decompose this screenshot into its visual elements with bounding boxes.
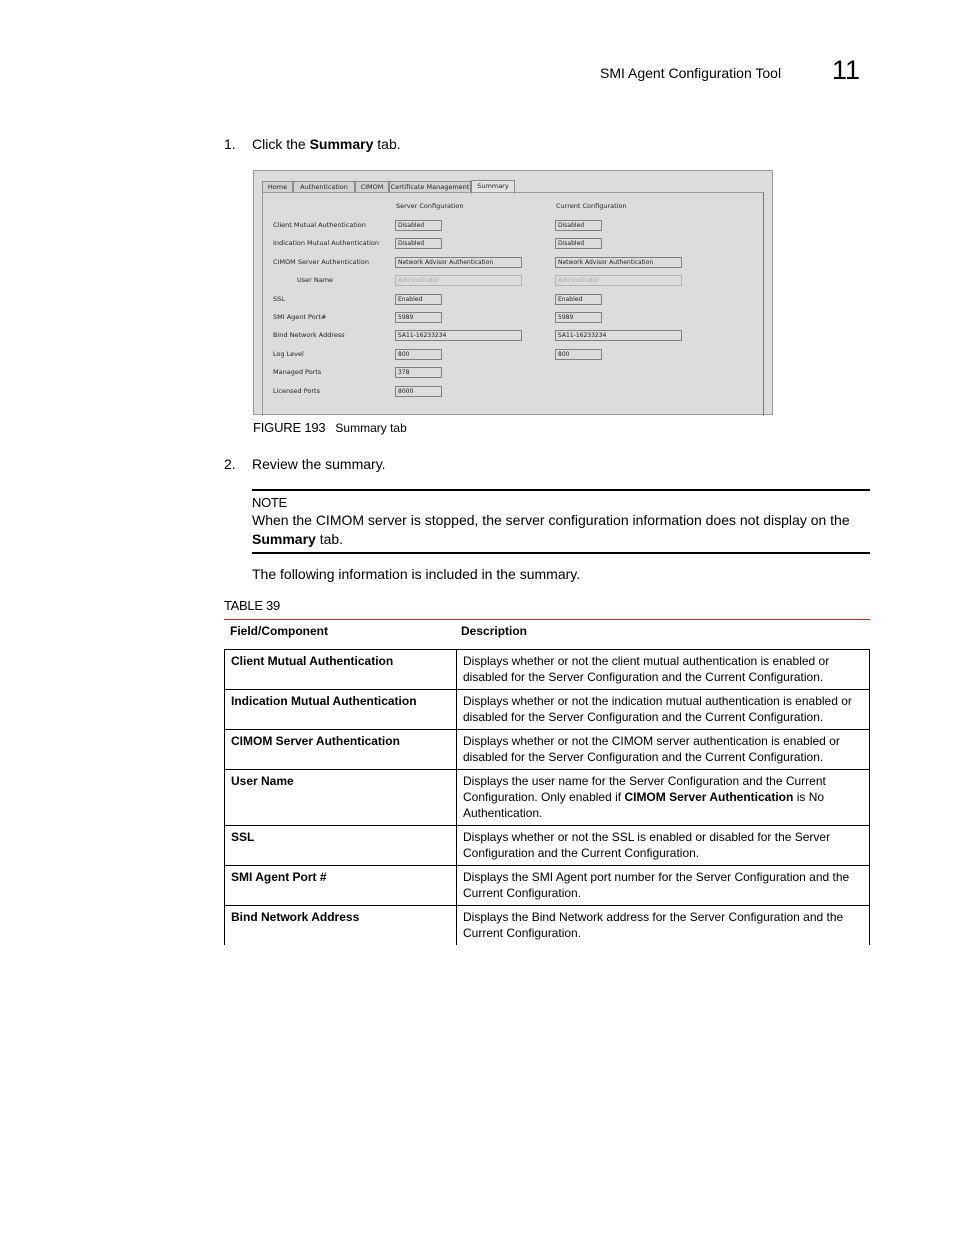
summary-tab-screenshot [253, 170, 773, 415]
table-row [225, 906, 870, 946]
description-cell: Displays whether or not the SSL is enabled or disabled for the Server Configuration and the Current Configuration. [457, 826, 870, 866]
field-cell: Client Mutual Authentication [225, 650, 457, 690]
tab-certificate-management[interactable]: Certificate Management [390, 183, 470, 191]
current-value-field: Administrator [555, 275, 682, 286]
field-cell: User Name [225, 770, 457, 826]
current-value-field: SA11-16233234 [555, 330, 682, 341]
summary-row-label: Indication Mutual Authentication [273, 239, 380, 248]
step-text: Review the summary. [252, 456, 386, 472]
tab-summary[interactable]: Summary [471, 180, 515, 194]
field-cell: CIMOM Server Authentication [225, 730, 457, 770]
description-cell: Displays the Bind Network address for the Server Configuration and the Current Configuration. [457, 906, 870, 946]
field-cell: Bind Network Address [225, 906, 457, 946]
summary-row-label: User Name [297, 276, 334, 285]
table-row [225, 650, 870, 690]
description-cell: Displays whether or not the client mutual authentication is enabled or disabled for the Server Configuration and the Current Configuration. [457, 650, 870, 690]
tab-authentication[interactable]: Authentication [293, 181, 355, 193]
tab-cimom[interactable]: CIMOM [355, 181, 389, 193]
table-caption-rule [224, 619, 870, 620]
table-row [225, 730, 870, 770]
current-value-field: Disabled [555, 220, 602, 231]
description-cell: Displays whether or not the indication mutual authentication is enabled or disabled for the Server Configuration and the Current Configuration. [457, 690, 870, 730]
server-value-field: Administrator [395, 275, 522, 286]
summary-panel [262, 192, 764, 416]
figure-caption [253, 420, 407, 435]
field-cell: SSL [225, 826, 457, 866]
server-value-field: Disabled [395, 220, 442, 231]
table-row [225, 866, 870, 906]
summary-row-label: CIMOM Server Authentication [273, 257, 369, 266]
note-heading: NOTE [252, 495, 287, 510]
server-value-field: 378 [395, 367, 442, 378]
current-value-field: Enabled [555, 294, 602, 305]
description-cell: Displays the SMI Agent port number for the Server Configuration and the Current Configuration. [457, 866, 870, 906]
server-value-field: SA11-16233234 [395, 330, 522, 341]
server-value-field: 8000 [395, 386, 442, 397]
table-row [225, 770, 870, 826]
summary-row-label: Licensed Ports [273, 386, 320, 395]
current-value-field: Disabled [555, 238, 602, 249]
tab-home[interactable]: Home [262, 181, 293, 193]
description-cell: Displays whether or not the CIMOM server authentication is enabled or disabled for the Server Configuration and the Current Configuration. [457, 730, 870, 770]
table-caption: TABLE 39 [224, 598, 280, 613]
summary-row-label: Managed Ports [273, 368, 322, 377]
table-header-description: Description [461, 624, 528, 638]
figure-label: FIGURE 193 [253, 420, 326, 435]
description-cell: Displays the user name for the Server Configuration and the Current Configuration. Only enabled if CIMOM Server Authentication is No Authentication. [457, 770, 870, 826]
current-value-field: 800 [555, 349, 602, 360]
step-text: Click the Summary tab. [252, 136, 401, 152]
intro-paragraph: The following information is included in the summary. [252, 566, 581, 582]
summary-row-label: Bind Network Address [273, 331, 345, 340]
summary-row-label: Log Level [273, 349, 304, 358]
summary-fields-table [224, 649, 870, 945]
summary-row-label: SMI Agent Port# [273, 313, 327, 321]
note-body: When the CIMOM server is stopped, the server configuration information does not display on the Summary tab. [252, 512, 850, 547]
table-header-field: Field/Component [230, 624, 328, 638]
field-cell: Indication Mutual Authentication [225, 690, 457, 730]
chapter-number: 11 [832, 55, 861, 85]
note-box [252, 489, 870, 554]
current-configuration-heading: Current Configuration [556, 202, 627, 210]
running-header-title: SMI Agent Configuration Tool [600, 65, 782, 81]
current-value-field: 5989 [555, 312, 602, 323]
server-value-field: 5989 [395, 312, 442, 323]
server-value-field: Disabled [395, 238, 442, 249]
summary-row-label: SSL [273, 294, 285, 303]
server-value-field: 800 [395, 349, 442, 360]
server-configuration-heading: Server Configuration [396, 202, 464, 210]
server-value-field: Enabled [395, 294, 442, 305]
current-value-field: Network Advisor Authentication [555, 257, 682, 268]
field-cell: SMI Agent Port # [225, 866, 457, 906]
figure-title: Summary tab [335, 421, 407, 435]
table-row [225, 690, 870, 730]
server-value-field: Network Advisor Authentication [395, 257, 522, 268]
step-number: 1. [224, 136, 236, 152]
summary-row-label: Client Mutual Authentication [273, 221, 366, 229]
step-number: 2. [224, 456, 236, 472]
table-row [225, 826, 870, 866]
